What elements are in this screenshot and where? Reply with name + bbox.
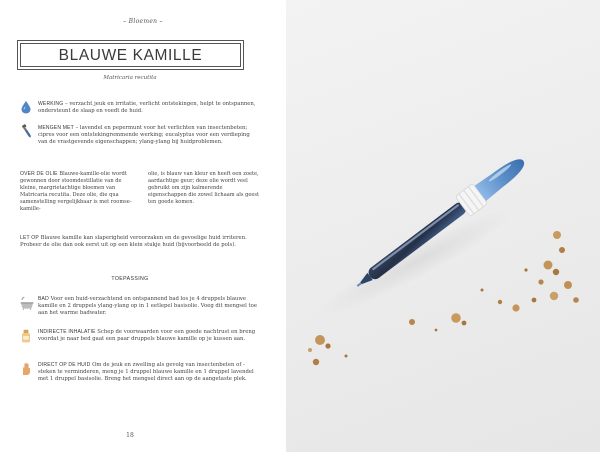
- bottle-icon: [20, 329, 32, 343]
- about-label: OVER DE OLIE: [20, 171, 58, 177]
- latin-name: Matricaria recutita: [103, 75, 157, 81]
- applications-heading: TOEPASSING: [111, 276, 149, 282]
- application-label: DIRECT OP DE HUID: [38, 362, 91, 368]
- property-text: – verzacht jeuk en irritatie, verlicht ontstekingen, helpt te ontspannen, ondersteunt de slaap en voedt de huid.: [38, 101, 256, 115]
- caution-text: Blauwe kamille kan slaperigheid veroorzaken en de gevoelige huid irriteren. Probeer de olie dan ook eerst uit op een klein stukje huid (bijvoorbeeld de pols).: [20, 235, 247, 249]
- page-number: 18: [126, 432, 134, 439]
- property-mengen-met: [38, 125, 260, 147]
- about-text-2: olie, is blauw van kleur en heeft een zoete, aardachtige geur; deze olie wordt veel gebruikt om zijn kalmerende eigenschappen die zowel lichaam als geest ten goede komen.: [148, 171, 260, 205]
- application-label: INDIRECTE INHALATIE: [38, 329, 96, 335]
- water-drop-icon: [20, 100, 32, 114]
- application-bad: [38, 296, 262, 318]
- category-label: – Bloemen –: [123, 18, 163, 25]
- text-page: [0, 0, 286, 452]
- about-column-1: [20, 171, 133, 213]
- application-text: Schep de voorwaarden voor een goede nachtrust en breng voordat je naar bed gaat een paar druppels blauwe kamille op je kussen aan.: [38, 329, 256, 343]
- bath-icon: [20, 296, 34, 310]
- caution-note: [20, 235, 262, 249]
- application-indirecte-inhalatie: [38, 329, 262, 343]
- dropper-icon: [20, 124, 32, 138]
- dropper-photo-image: [286, 0, 600, 452]
- title-frame: [17, 40, 244, 70]
- application-direct-op-de-huid: [38, 362, 262, 384]
- application-text: Voor een huid-verzachtend en ontspannend bad los je 4 druppels blauwe kamille en 2 druppels ylang-ylang op in 1 eetlepel basisolie. Voeg dit mengsel toe aan het warme badwater.: [38, 296, 257, 317]
- property-label: WERKING: [38, 101, 64, 107]
- page-title: BLAUWE KAMILLE: [58, 47, 203, 64]
- property-werking: [38, 101, 260, 115]
- about-column-2: [148, 171, 261, 206]
- property-label: MENGEN MET: [38, 125, 74, 131]
- caution-label: LET OP: [20, 235, 39, 241]
- about-text-1: Blauwe-kamille-olie wordt gewonnen door stoomdestillatie van de kleine, margrietachtige bloemen van Matricaria recutita. Deze olie, die qua samenstelling vergelijkbaar is met roomse-kamille-: [20, 171, 132, 212]
- application-label: BAD: [38, 296, 49, 302]
- property-text: – lavendel en pepermunt voor het verlichten van insectenbeten; cipres voor een ontstekingremmende werking; eucalyptus voor een verdieping van de vrastgevende eigenschappen; ylang-ylang bij huidproblemen.: [38, 125, 250, 146]
- application-text: Om de jeuk en zwelling als gevolg van insectenbeten of -steken te verminderen, meng je 1 druppel blauwe kamille en 1 druppel lavendel met 1 druppel basisolie. Breng het mengsel direct aan op de aangetaste plek.: [38, 362, 254, 383]
- hand-icon: [20, 362, 32, 376]
- photo-illustration: [286, 0, 600, 452]
